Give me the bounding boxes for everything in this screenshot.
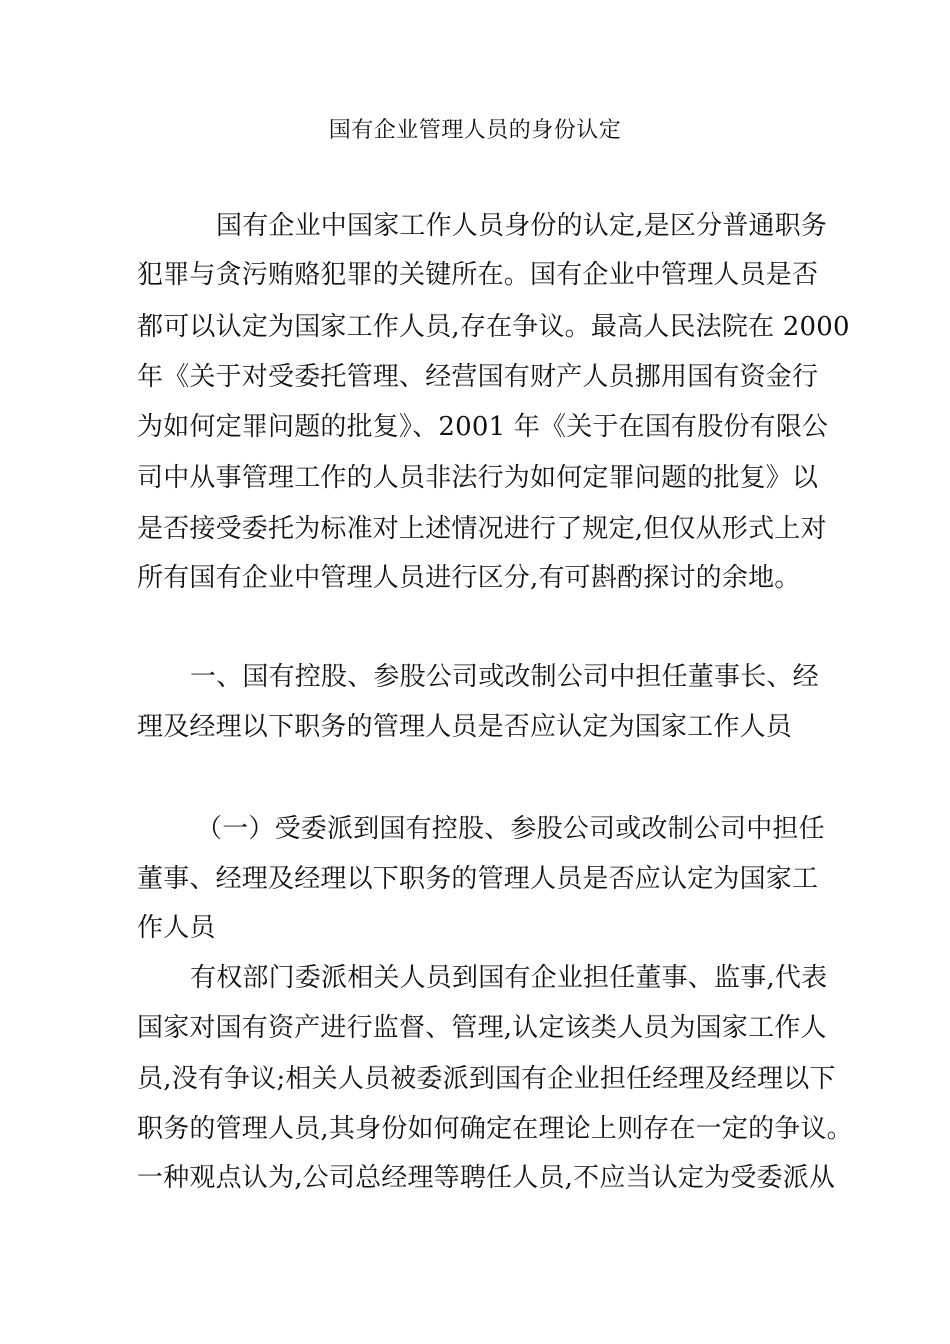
paragraph-line: 为如何定罪问题的批复》、2001 年《关于在国有股份有限公: [137, 412, 829, 442]
subsection-heading-line: （一）受委派到国有控股、参股公司或改制公司中担任: [196, 814, 825, 844]
paragraph-line: 都可以认定为国家工作人员,存在争议。最高人民法院在 2000: [137, 312, 850, 342]
paragraph-line: 职务的管理人员,其身份如何确定在理论上则存在一定的争议。: [137, 1114, 853, 1144]
paragraph-line: 一种观点认为,公司总经理等聘任人员,不应当认定为受委派从: [137, 1163, 836, 1193]
section-heading-line: 一、国有控股、参股公司或改制公司中担任董事长、经: [190, 662, 819, 692]
paragraph-line: 国有企业中国家工作人员身份的认定,是区分普通职务: [216, 211, 828, 241]
paragraph-line: 犯罪与贪污贿赂犯罪的关键所在。国有企业中管理人员是否: [137, 260, 819, 290]
paragraph-line: 国家对国有资产进行监督、管理,认定该类人员为国家工作人: [137, 1013, 827, 1043]
paragraph-line: 员,没有争议;相关人员被委派到国有企业担任经理及经理以下: [137, 1064, 836, 1094]
paragraph-line: 有权部门委派相关人员到国有企业担任董事、监事,代表: [190, 963, 828, 993]
section-heading-line: 理及经理以下职务的管理人员是否应认定为国家工作人员: [137, 712, 793, 742]
paragraph-line: 是否接受委托为标准对上述情况进行了规定,但仅从形式上对: [137, 514, 827, 544]
paragraph-line: 所有国有企业中管理人员进行区分,有可斟酌探讨的余地。: [137, 563, 801, 593]
paragraph-line: 年《关于对受委托管理、经营国有财产人员挪用国有资金行: [137, 362, 819, 392]
document-title: 国有企业管理人员的身份认定: [328, 118, 622, 143]
subsection-heading-line: 作人员: [137, 913, 216, 943]
subsection-heading-line: 董事、经理及经理以下职务的管理人员是否应认定为国家工: [137, 864, 819, 894]
paragraph-line: 司中从事管理工作的人员非法行为如何定罪问题的批复》以: [137, 463, 819, 493]
